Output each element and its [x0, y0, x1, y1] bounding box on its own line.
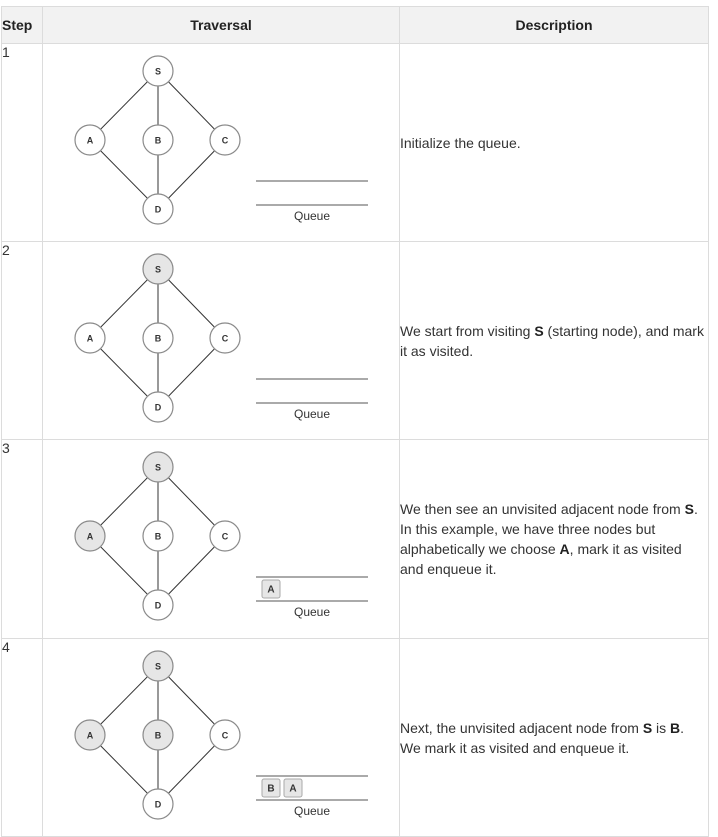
queue — [256, 776, 368, 818]
node-label: S — [154, 264, 162, 275]
node-d — [143, 590, 173, 620]
node-b — [143, 323, 173, 353]
description-cell — [400, 242, 709, 440]
description-segment: . In this example, we have three nodes but alphabetically we choose — [400, 501, 698, 557]
node-s — [143, 651, 173, 681]
header-traversal: Traversal — [43, 7, 400, 44]
node-d — [143, 194, 173, 224]
description-text — [400, 499, 708, 579]
node-label: D — [154, 402, 162, 413]
description-bold: S — [684, 501, 694, 517]
table-row — [2, 440, 709, 639]
node-c — [210, 125, 240, 155]
traversal-cell — [43, 242, 400, 440]
step-number: 3 — [2, 440, 43, 639]
description-segment: We start from visiting — [400, 322, 535, 339]
traversal-diagram — [43, 639, 399, 836]
traversal-diagram — [43, 44, 399, 241]
node-label: D — [154, 600, 162, 611]
node-label: A — [86, 730, 94, 741]
description-bold: S — [642, 719, 653, 736]
node-s — [143, 254, 173, 284]
queue-item — [262, 779, 280, 797]
node-label: S — [154, 462, 162, 473]
description-cell — [400, 44, 709, 242]
description-bold: A — [559, 541, 570, 557]
queue — [256, 379, 368, 421]
queue-item — [284, 779, 302, 797]
description-text — [400, 133, 708, 153]
node-d — [143, 392, 173, 422]
node-b — [143, 125, 173, 155]
table-row — [2, 242, 709, 440]
node-label: S — [154, 66, 162, 77]
node-label: C — [221, 135, 229, 146]
description-cell — [400, 639, 709, 837]
description-bold: S — [534, 322, 544, 339]
bfs-steps-table — [1, 6, 709, 837]
description-segment: We then see an unvisited adjacent node from — [400, 501, 685, 517]
description-bold: B — [670, 719, 681, 736]
description-segment: . We mark it as visited and enqueue it. — [400, 719, 685, 756]
table-row — [2, 639, 709, 837]
step-number: 1 — [2, 44, 43, 242]
node-label: B — [154, 135, 162, 146]
table-row — [2, 44, 709, 242]
node-label: A — [86, 531, 94, 542]
node-label: D — [154, 204, 162, 215]
step-number: 4 — [2, 639, 43, 837]
header-step: Step — [2, 7, 43, 44]
description-text — [400, 718, 708, 758]
node-s — [143, 452, 173, 482]
node-label: B — [154, 531, 162, 542]
queue — [256, 577, 368, 619]
node-a — [75, 125, 105, 155]
queue-item-label: B — [267, 783, 275, 795]
queue — [256, 181, 368, 223]
node-label: C — [221, 730, 229, 741]
description-segment: is — [652, 719, 671, 736]
traversal-cell — [43, 639, 400, 837]
description-segment: , mark it as visited and enqueue it. — [400, 541, 682, 577]
node-label: C — [221, 531, 229, 542]
header-description: Description — [400, 7, 709, 44]
description-text — [400, 321, 708, 361]
node-label: C — [221, 333, 229, 344]
queue-item — [262, 580, 280, 598]
traversal-cell — [43, 44, 400, 242]
queue-item-label: A — [289, 783, 297, 795]
queue-item-label: A — [267, 584, 275, 596]
queue-label: Queue — [293, 804, 331, 818]
description-segment: Initialize the queue. — [400, 134, 521, 151]
description-segment: (starting node), and mark it as visited. — [400, 322, 704, 359]
node-label: B — [154, 730, 162, 741]
node-label: A — [86, 135, 94, 146]
traversal-diagram — [43, 440, 399, 638]
node-b — [143, 720, 173, 750]
description-segment: Next, the unvisited adjacent node from — [400, 719, 643, 736]
node-label: D — [154, 799, 162, 810]
node-c — [210, 323, 240, 353]
node-a — [75, 521, 105, 551]
queue-label: Queue — [293, 209, 331, 223]
node-a — [75, 323, 105, 353]
node-s — [143, 56, 173, 86]
traversal-diagram — [43, 242, 399, 439]
table-header-row — [2, 7, 709, 44]
description-cell — [400, 440, 709, 639]
node-label: A — [86, 333, 94, 344]
node-b — [143, 521, 173, 551]
queue-label: Queue — [293, 407, 331, 421]
step-number: 2 — [2, 242, 43, 440]
node-a — [75, 720, 105, 750]
traversal-cell — [43, 440, 400, 639]
node-c — [210, 720, 240, 750]
node-c — [210, 521, 240, 551]
queue-label: Queue — [293, 605, 331, 619]
node-label: B — [154, 333, 162, 344]
node-d — [143, 789, 173, 819]
node-label: S — [154, 661, 162, 672]
